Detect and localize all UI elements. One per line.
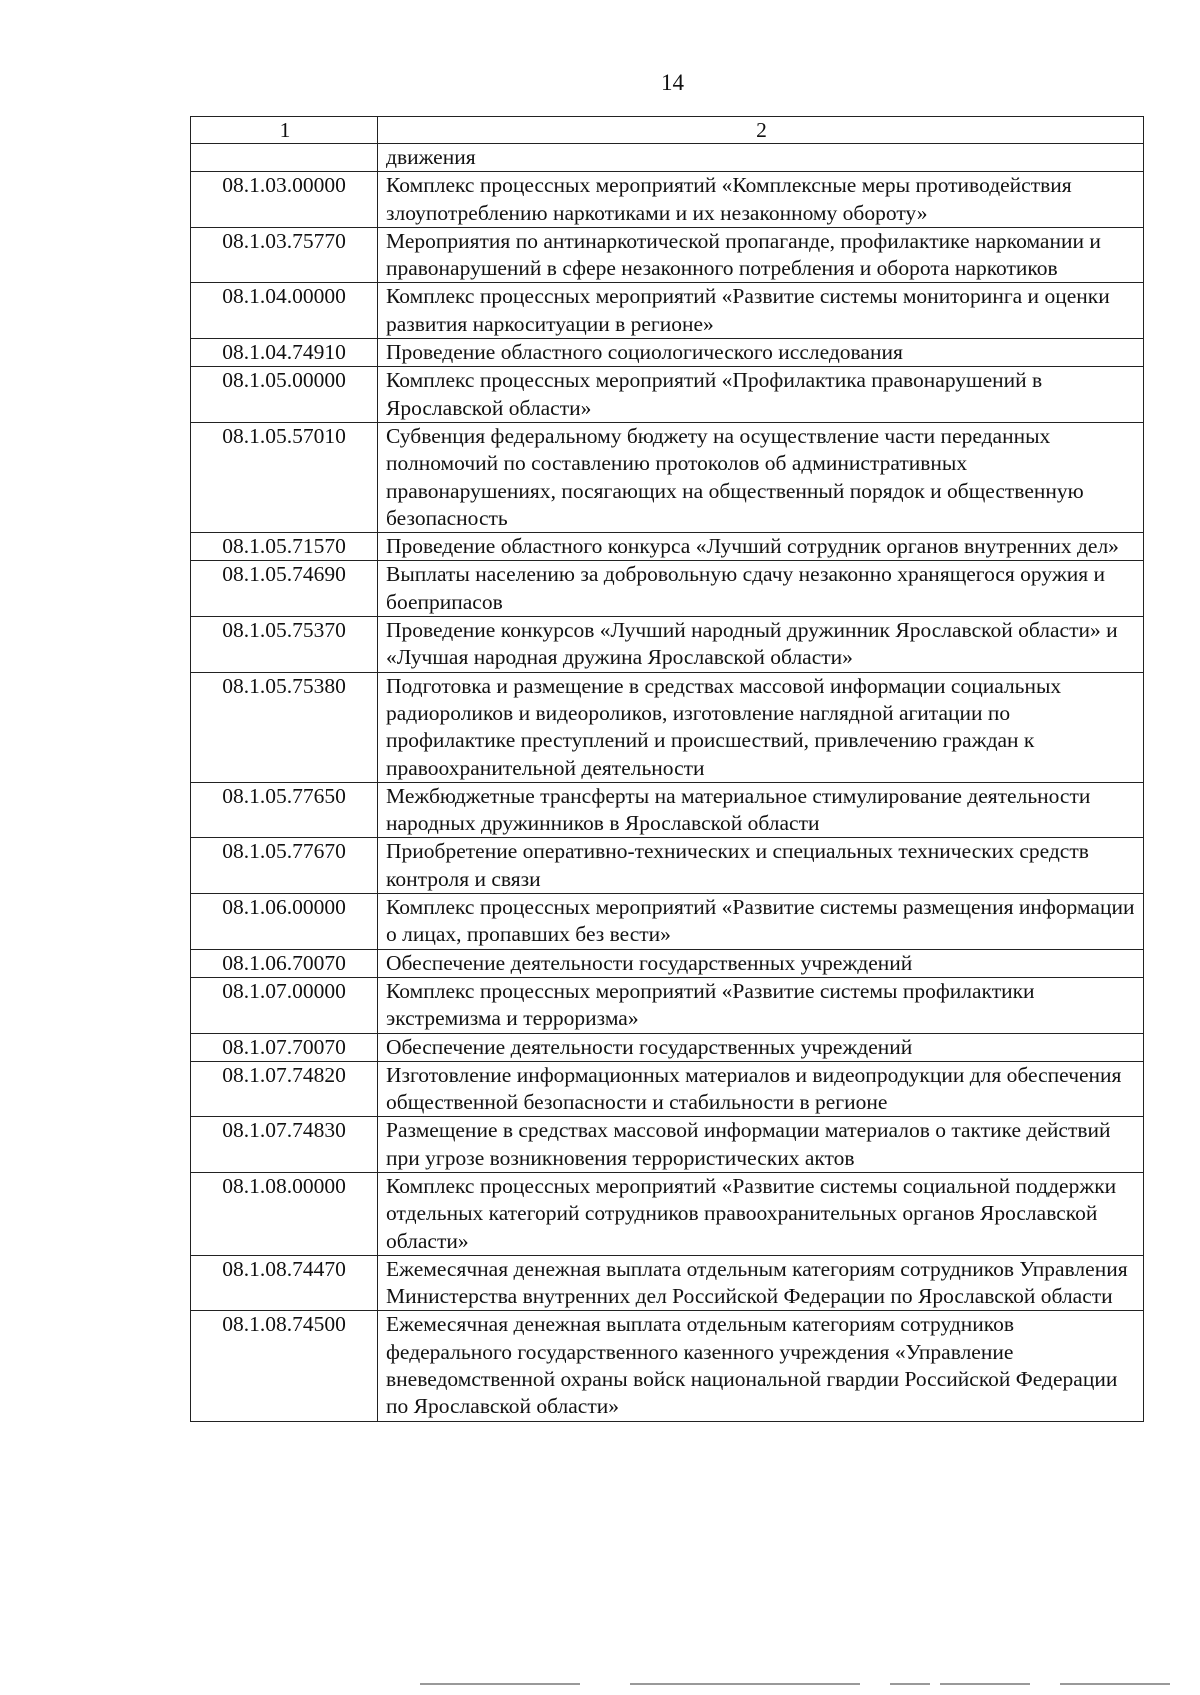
row-code: 08.1.05.77650 [191, 782, 378, 838]
row-description: Межбюджетные трансферты на материальное стимулирование деятельности народных дружинников в Ярославской области [378, 782, 1144, 838]
row-description: Ежемесячная денежная выплата отдельным категориям сотрудников Управления Министерства внутренних дел Российской Федерации по Ярославской области [378, 1255, 1144, 1311]
table-row [191, 1172, 1144, 1255]
row-description: Комплекс процессных мероприятий «Развитие системы социальной поддержки отдельных категорий сотрудников правоохранительных органов Ярославской области» [378, 1172, 1144, 1255]
row-description: Комплекс процессных мероприятий «Развитие системы профилактики экстремизма и терроризма» [378, 977, 1144, 1033]
row-code: 08.1.04.74910 [191, 339, 378, 367]
row-description: Обеспечение деятельности государственных учреждений [378, 1033, 1144, 1061]
row-description: Выплаты населению за добровольную сдачу незаконно хранящегося оружия и боеприпасов [378, 561, 1144, 617]
scan-footer-artifact [420, 1683, 1180, 1687]
row-description: Изготовление информационных материалов и видеопродукции для обеспечения общественной безопасности и стабильности в регионе [378, 1061, 1144, 1117]
table-row [191, 227, 1144, 283]
table-row [191, 977, 1144, 1033]
table-row [191, 949, 1144, 977]
row-code: 08.1.08.00000 [191, 1172, 378, 1255]
row-description: движения [378, 144, 1144, 172]
row-code: 08.1.07.70070 [191, 1033, 378, 1061]
row-code: 08.1.03.00000 [191, 172, 378, 228]
row-code: 08.1.04.00000 [191, 283, 378, 339]
row-code: 08.1.06.00000 [191, 894, 378, 950]
table-row [191, 894, 1144, 950]
row-code: 08.1.05.74690 [191, 561, 378, 617]
table-row [191, 144, 1144, 172]
row-description: Комплекс процессных мероприятий «Комплексные меры противодействия злоупотреблению наркотиками и их незаконному обороту» [378, 172, 1144, 228]
row-description: Обеспечение деятельности государственных учреждений [378, 949, 1144, 977]
row-code [191, 144, 378, 172]
table-row [191, 561, 1144, 617]
row-description: Комплекс процессных мероприятий «Развитие системы мониторинга и оценки развития наркоситуации в регионе» [378, 283, 1144, 339]
row-code: 08.1.05.75380 [191, 672, 378, 782]
row-code: 08.1.05.57010 [191, 422, 378, 532]
table-row [191, 283, 1144, 339]
row-description: Проведение конкурсов «Лучший народный дружинник Ярославской области» и «Лучшая народная дружина Ярославской области» [378, 617, 1144, 673]
row-code: 08.1.07.00000 [191, 977, 378, 1033]
row-code: 08.1.05.71570 [191, 533, 378, 561]
row-description: Мероприятия по антинаркотической пропаганде, профилактике наркомании и правонарушений в сфере незаконного потребления и оборота наркотиков [378, 227, 1144, 283]
column-header-name: 2 [378, 117, 1144, 144]
table-row [191, 1117, 1144, 1173]
row-description: Комплекс процессных мероприятий «Профилактика правонарушений в Ярославской области» [378, 367, 1144, 423]
budget-classification-table [190, 116, 1144, 1422]
row-code: 08.1.03.75770 [191, 227, 378, 283]
row-code: 08.1.08.74470 [191, 1255, 378, 1311]
row-description: Приобретение оперативно-технических и специальных технических средств контроля и связи [378, 838, 1144, 894]
table-row [191, 838, 1144, 894]
table-row [191, 339, 1144, 367]
row-description: Ежемесячная денежная выплата отдельным категориям сотрудников федерального государственного казенного учреждения «Управление вневедомственной охраны войск национальной гвардии Российской Федерации по Ярославской области» [378, 1311, 1144, 1421]
row-description: Комплекс процессных мероприятий «Развитие системы размещения информации о лицах, пропавших без вести» [378, 894, 1144, 950]
row-description: Проведение областного конкурса «Лучший сотрудник органов внутренних дел» [378, 533, 1144, 561]
table-header-row [191, 117, 1144, 144]
row-code: 08.1.07.74820 [191, 1061, 378, 1117]
column-header-code: 1 [191, 117, 378, 144]
table-row [191, 1311, 1144, 1421]
row-code: 08.1.08.74500 [191, 1311, 378, 1421]
table-row [191, 422, 1144, 532]
row-description: Проведение областного социологического исследования [378, 339, 1144, 367]
table-row [191, 672, 1144, 782]
row-description: Субвенция федеральному бюджету на осуществление части переданных полномочий по составлению протоколов об административных правонарушениях, посягающих на общественный порядок и общественную безопасность [378, 422, 1144, 532]
row-code: 08.1.07.74830 [191, 1117, 378, 1173]
page-number: 14 [661, 70, 684, 95]
table-row [191, 533, 1144, 561]
table-row [191, 172, 1144, 228]
row-description: Размещение в средствах массовой информации материалов о тактике действий при угрозе возникновения террористических актов [378, 1117, 1144, 1173]
row-code: 08.1.06.70070 [191, 949, 378, 977]
row-code: 08.1.05.77670 [191, 838, 378, 894]
row-description: Подготовка и размещение в средствах массовой информации социальных радиороликов и видеороликов, изготовление наглядной агитации по профилактике преступлений и происшествий, привлечению граждан к правоохранительной деятельности [378, 672, 1144, 782]
table-row [191, 367, 1144, 423]
row-code: 08.1.05.00000 [191, 367, 378, 423]
table-row [191, 617, 1144, 673]
table-row [191, 1033, 1144, 1061]
table-row [191, 782, 1144, 838]
table-row [191, 1255, 1144, 1311]
table-row [191, 1061, 1144, 1117]
row-code: 08.1.05.75370 [191, 617, 378, 673]
